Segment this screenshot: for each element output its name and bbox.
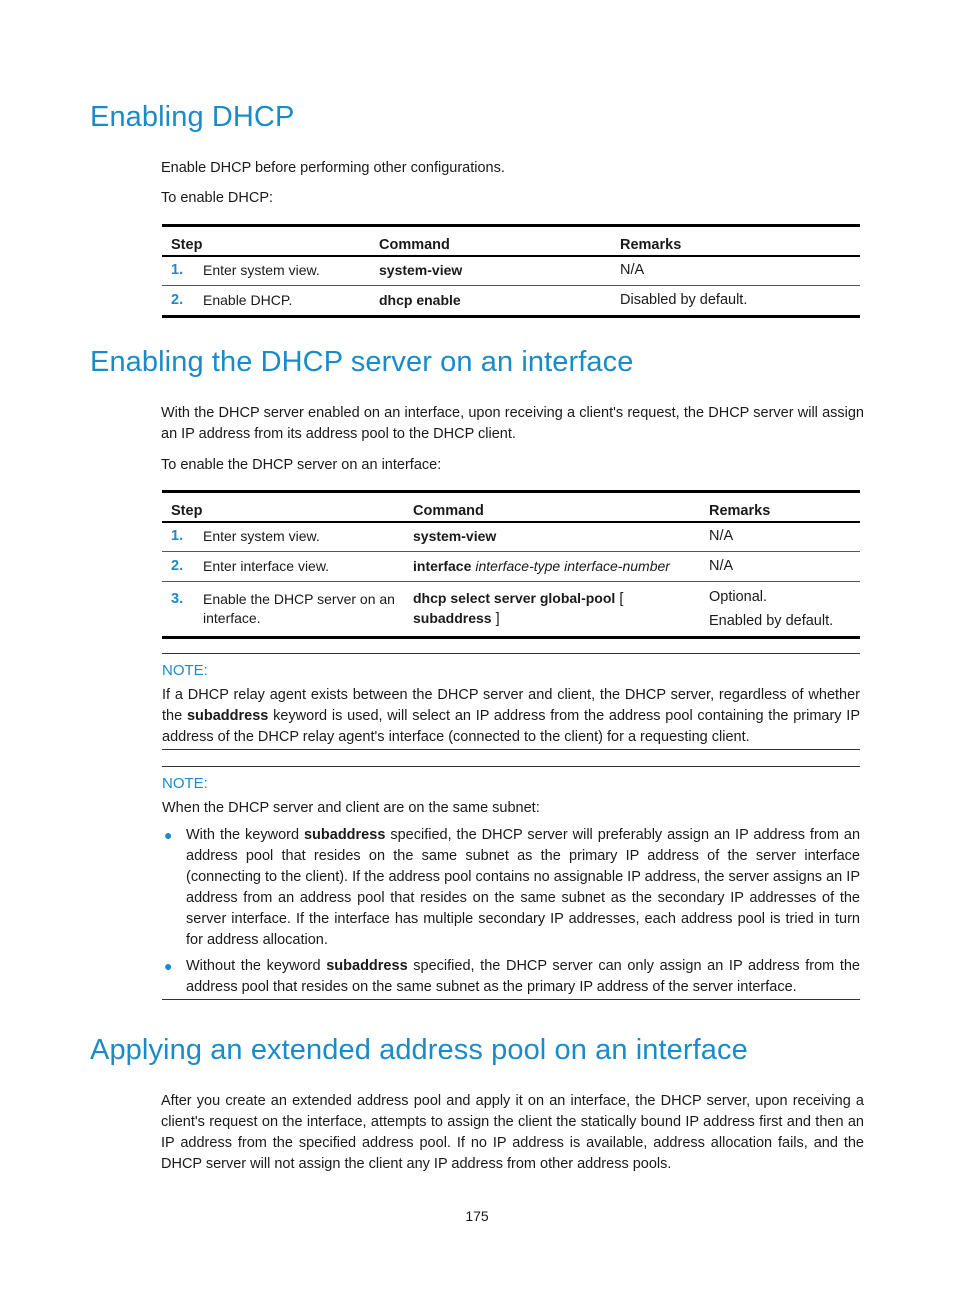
optional-close-bracket: ]	[495, 611, 500, 627]
step-description: Enable DHCP.	[194, 286, 370, 317]
section1-intro: Enable DHCP before performing other configurations.	[161, 160, 505, 176]
step-number: 2.	[162, 552, 194, 582]
command-keyword-optional: subaddress	[413, 610, 492, 626]
bullet-text-part: specified, the DHCP server can only assign an IP address from the address pool that resides on the same subnet as the primary IP address of the server interface.	[186, 958, 861, 995]
note-box	[162, 766, 860, 1000]
command-keyword: interface	[413, 557, 472, 574]
note-text-part: keyword is used, will select an IP address from the address pool containing the primary IP address of the DHCP relay agent's interface (connected to the client) for a requesting client.	[162, 708, 861, 745]
header-command: Command	[404, 492, 700, 522]
step-command	[370, 256, 611, 286]
note-text-part: If a DHCP relay agent exists between the DHCP server and client, the DHCP server, regardless of whether the	[162, 687, 860, 724]
note-keyword: subaddress	[186, 708, 269, 724]
step-command	[404, 582, 700, 638]
step-description: Enter interface view.	[194, 552, 404, 582]
step-remarks: N/A	[700, 552, 860, 582]
note-label: NOTE:	[162, 662, 208, 679]
bullet-keyword: subaddress	[303, 827, 386, 843]
step-command	[404, 552, 700, 582]
bullet-icon: ●	[164, 827, 173, 843]
note-text	[162, 685, 860, 749]
remarks-line: Enabled by default.	[709, 613, 834, 629]
note-box	[162, 653, 860, 750]
section-heading-extended-address-pool: Applying an extended address pool on an interface	[90, 1034, 748, 1066]
bullet-text-part: With the keyword	[186, 827, 300, 843]
bullet-text-part: specified, the DHCP server will preferably assign an IP address from an address pool that resides on the same subnet as the primary IP address of the server interface (connecting to the client). If the address pool contains no assignable IP address, the server assigns an IP address from an address pool that resides on the same subnet as the secondary IP addresses of the server interface. If the interface has multiple secondary IP addresses, each address pool is tried in turn for address allocation.	[186, 827, 861, 948]
section-heading-enabling-dhcp: Enabling DHCP	[90, 101, 295, 133]
step-remarks	[700, 582, 860, 638]
header-step: Step	[162, 226, 370, 256]
step-command	[370, 286, 611, 317]
bullet-text-part: Without the keyword	[186, 958, 321, 974]
note-intro: When the DHCP server and client are on the same subnet:	[162, 800, 540, 816]
step-number: 2.	[162, 286, 194, 317]
command-keyword: system-view	[413, 527, 497, 544]
command-argument: interface-type interface-number	[475, 557, 670, 574]
table-header-row	[162, 226, 860, 256]
note-bullet-list	[162, 825, 860, 999]
step-number: 1.	[162, 256, 194, 286]
section1-lead: To enable DHCP:	[161, 190, 274, 206]
header-remarks: Remarks	[700, 492, 860, 522]
table-row	[162, 522, 860, 552]
section2-intro: With the DHCP server enabled on an interface, upon receiving a client's request, the DHCP server will assign an IP address from its address pool to the DHCP client.	[161, 405, 864, 442]
table-row	[162, 582, 860, 638]
table-header-row	[162, 492, 860, 522]
step-description: Enter system view.	[194, 256, 370, 286]
header-command: Command	[370, 226, 611, 256]
list-item	[162, 956, 860, 998]
command-keyword: dhcp select server global-pool	[413, 590, 616, 606]
step-description: Enter system view.	[194, 522, 404, 552]
table-row	[162, 256, 860, 286]
page-number: 175	[465, 1208, 489, 1224]
step-description: Enable the DHCP server on an interface.	[194, 582, 404, 638]
bullet-icon: ●	[164, 958, 173, 974]
table-row	[162, 286, 860, 317]
dhcp-server-interface-table	[162, 490, 860, 639]
enable-dhcp-table	[162, 224, 860, 318]
note-label: NOTE:	[162, 775, 208, 792]
command-keyword: system-view	[379, 261, 463, 278]
section-heading-dhcp-server-interface: Enabling the DHCP server on an interface	[90, 346, 634, 378]
step-command	[404, 522, 700, 552]
command-keyword: dhcp enable	[379, 291, 461, 308]
remarks-line: Optional.	[709, 589, 768, 605]
section2-lead: To enable the DHCP server on an interface:	[161, 457, 442, 473]
optional-open-bracket: [	[619, 591, 624, 607]
header-remarks: Remarks	[611, 226, 860, 256]
section3-intro: After you create an extended address pool and apply it on an interface, the DHCP server, upon receiving a client's request on the interface, attempts to assign the client the statically bound IP address first and then an IP address from the specified address pool. If no IP address is available, address allocation fails, and the DHCP server will not assign the client any IP address from other address pools.	[161, 1093, 864, 1172]
step-remarks: N/A	[611, 256, 860, 286]
step-number: 1.	[162, 522, 194, 552]
list-item	[162, 825, 860, 951]
step-remarks: N/A	[700, 522, 860, 552]
bullet-keyword: subaddress	[326, 958, 408, 974]
table-row	[162, 552, 860, 582]
step-number: 3.	[162, 582, 194, 638]
step-remarks: Disabled by default.	[611, 286, 860, 317]
header-step: Step	[162, 492, 404, 522]
